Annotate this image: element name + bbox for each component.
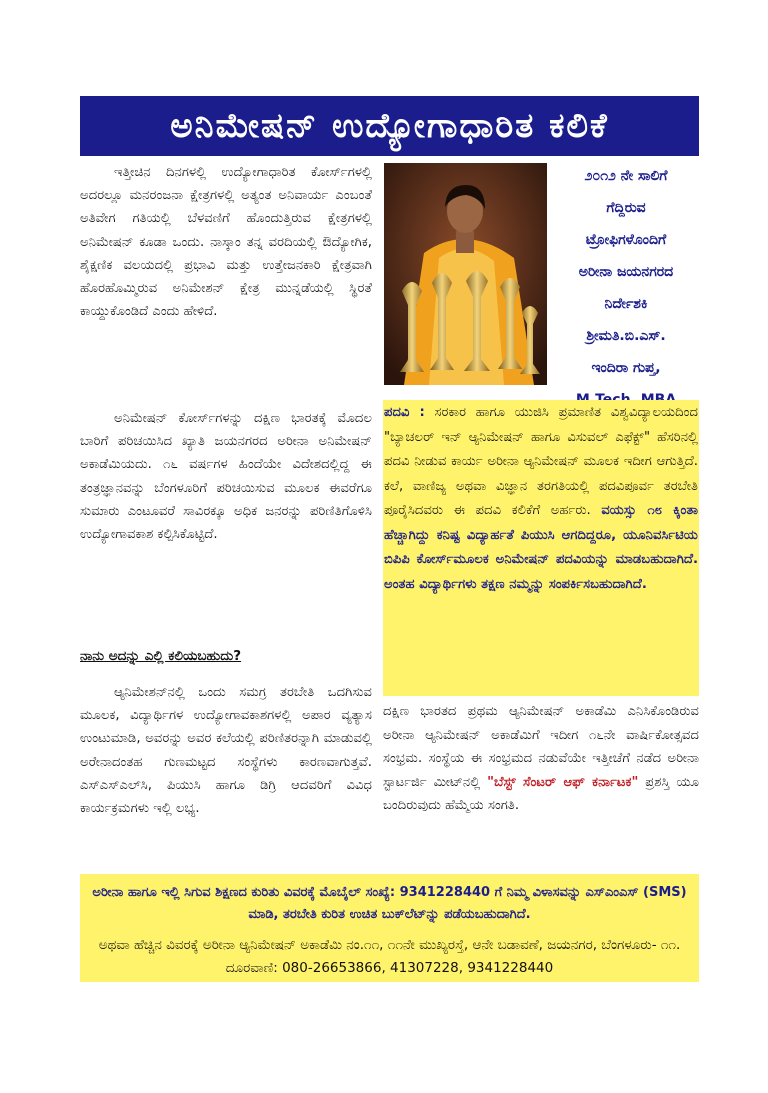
headline-banner xyxy=(80,96,699,156)
headline-title: ಅನಿಮೇಷನ್ ಉದ್ಯೋಗಾಧಾರಿತ ಕಲಿಕೆ xyxy=(170,106,609,146)
where-to-learn-heading: ನಾನು ಅದನ್ನು ಎಲ್ಲಿ ಕಲಿಯಬಹುದು? xyxy=(80,648,242,664)
caption-line: ಅರೀನಾ ಜಯನಗರದ xyxy=(578,264,674,280)
anniversary-text: ದಕ್ಷಿಣ ಭಾರತದ ಪ್ರಥಮ ಆ್ಯನಿಮೇಷನ್ ಅಕಾಡೆಮಿ ಎನಿಸಿಕೊಂಡಿರುವ ಅರೀನಾ ಆ್ಯನಿಮೇಷನ್ ಅಕಾಡೆಮಿಗೆ ಇದೀಗ ೧೬ನೇ ವಾರ್ಷಿಕೋತ್ಸವದ ಸಂಭ್ರಮ. ಸಂಸ್ಥೆಯ ಈ ಸಂಭ್ರಮದ ನಡುವೆಯೇ ಇತ್ತೀಚೆಗೆ ನಡೆದ ಅರೀನಾ ಸ್ಟಾರ್ಟರ್ಜಿ ಮೀಟ್‌ನಲ್ಲಿ xyxy=(383,704,699,790)
intro-text: ಇತ್ತೀಚಿನ ದಿನಗಳಲ್ಲಿ ಉದ್ಯೋಗಾಧಾರಿತ ಕೋರ್ಸ್‌ಗಳಲ್ಲಿ ಅದರಲ್ಲೂ ಮನರಂಜನಾ ಕ್ಷೇತ್ರಗಳಲ್ಲಿ ಅತ್ಯಂತ ಅನಿವಾರ್ಯ ಎಂಬಂತೆ ಅತಿವೇಗ ಗತಿಯಲ್ಲಿ ಬೆಳವಣಿಗೆ ಹೊಂದುತ್ತಿರುವ ಕ್ಷೇತ್ರಗಳಲ್ಲಿ ಅನಿಮೇಷನ್ ಕೂಡಾ ಒಂದು. ನಾಸ್ಕಾಂ ತನ್ನ ವರದಿಯಲ್ಲಿ ಔದ್ಯೋಗಿಕ, ಶೈಕ್ಷಣಿಕ ವಲಯದಲ್ಲಿ ಪ್ರಭಾವಿ ಮತ್ತು ಉತ್ತೇಜನಕಾರಿ ಕ್ಷೇತ್ರವಾಗಿ ಹೊರಹೊಮ್ಮಿರುವ ಅನಿಮೇಶನ್ ಕ್ಷೇತ್ರ ಮುನ್ನಡೆಯಲ್ಲಿ ಸ್ಥಿರತೆ ಕಾಯ್ದುಕೊಂಡಿದೆ ಎಂದು ಹೇಳಿದೆ. xyxy=(80,165,372,320)
director-trophies-photo xyxy=(384,163,547,385)
degree-highlight: ವಯಸ್ಸು ೧೮ ಕ್ಕಿಂತಾ ಹೆಚ್ಚಾಗಿದ್ದು ಕನಿಷ್ಟ ವಿದ್ಯಾರ್ಹತೆ ಪಿಯುಸಿ ಆಗದಿದ್ದರೂ, ಯೂನಿವರ್ಸಿಟಿಯ ಬಿಪಿಪಿ ಕೋರ್ಸ್‌ಮೂಲಕ ಅನಿಮೇಷನ್ ಪದವಿಯನ್ನು ಮಾಡಬಹುದಾಗಿದೆ. ಅಂತಹ ವಿದ್ಯಾರ್ಥಿಗಳು ತಕ್ಷಣ ನಮ್ಮನ್ನು ಸಂಪರ್ಕಿಸಬಹುದಾಗಿದೆ. xyxy=(384,503,698,592)
photo-caption xyxy=(551,160,701,386)
photo-illustration xyxy=(384,163,547,385)
caption-line: ಶ್ರೀಮತಿ.ಬಿ.ಎಸ್. xyxy=(586,328,666,344)
caption-line: ಗೆದ್ದಿರುವ xyxy=(606,200,646,216)
caption-line: ಟ್ರೋಫಿಗಳೊಂದಿಗೆ xyxy=(585,232,667,248)
degree-text: ಸರಕಾರ ಹಾಗೂ ಯುಜಿಸಿ ಪ್ರಮಾಣಿತ ವಿಶ್ವವಿದ್ಯಾಲಯದಿಂದ "ಬ್ಯಾಚಲರ್ ಇನ್ ಆ್ಯನಿಮೇಷನ್ ಹಾಗೂ ವಿಸುವಲ್ ಎಫೆಕ್ಟ್" ಹೆಸರಿನಲ್ಲಿ ಪದವಿ ನೀಡುವ ಕಾರ್ಯ ಅರೀನಾ ಆ್ಯನಿಮೇಷನ್ ಮೂಲಕ ಇದೀಗ ಆಗುತ್ತಿದೆ. ಕಲೆ, ವಾಣಿಜ್ಯ ಅಥವಾ ವಿಜ್ಞಾನ ತರಗತಿಯಲ್ಲಿ ಪದವಿಪೂರ್ವ ತರಬೇತಿ ಪೂರೈಸಿದವರು ಈ ಪದವಿ ಕಲಿಕೆಗೆ ಅರ್ಹರು. xyxy=(384,405,698,518)
caption-line: ಇಂದಿರಾ ಗುಪ್ತ, xyxy=(591,360,661,376)
anniversary-paragraph xyxy=(383,700,699,818)
anniversary-text-end: ಪ್ರಶಸ್ತಿ ಯೂ ಬಂದಿರುವುದು ಹೆಮ್ಮೆಯ ಸಂಗತಿ. xyxy=(383,774,699,813)
history-paragraph xyxy=(80,407,372,546)
learning-paragraph xyxy=(80,681,372,820)
caption-line: ನಿರ್ದೇಶಕಿ xyxy=(604,296,648,312)
address-info: ಅಥವಾ ಹೆಚ್ಚಿನ ವಿವರಕ್ಕೆ ಅರೀನಾ ಆ್ಯನಿಮೇಷನ್ ಅಕಾಡೆಮಿ ನಂ.೧೧, ೧೧ನೇ ಮುಖ್ಯರಸ್ತೆ, ಆನೇ ಬಡಾವಣೆ, ಜಯನಗರ, ಬೆಂಗಳೂರು- ೧೧. ದೂರವಾಣಿ: 080-26653866, 41307228, 9341228440 xyxy=(98,937,681,976)
degree-box xyxy=(384,401,698,597)
sms-info: ಅರೀನಾ ಹಾಗೂ ಇಲ್ಲಿ ಸಿಗುವ ಶಿಕ್ಷಣದ ಕುರಿತು ವಿವರಕ್ಕೆ ಮೊಬೈಲ್ ಸಂಖ್ಯೆ: 9341228440 ಗೆ ನಿಮ್ಮ ವಿಳಾಸವನ್ನು ಎಸ್‌ಎಂಎಸ್ (SMS) ಮಾಡಿ, ತರಬೇತಿ ಕುರಿತ ಉಚಿತ ಬುಕ್‌ಲೆಟ್‌ನ್ನು ಪಡೆಯಬಹುದಾಗಿದೆ. xyxy=(92,885,687,922)
history-text: ಅನಿಮೇಷನ್ ಕೋರ್ಸ್‌ಗಳನ್ನು ದಕ್ಷಿಣ ಭಾರತಕ್ಕೆ ಮೊದಲ ಬಾರಿಗೆ ಪರಿಚಯಿಸಿದ ಖ್ಯಾತಿ ಜಯನಗರದ ಅರೀನಾ ಅನಿಮೇಷನ್ ಅಕಾಡೆಮಿಯದು. ೧೬ ವರ್ಷಗಳ ಹಿಂದೆಯೇ ವಿದೇಶದಲ್ಲಿದ್ದ ಈ ತಂತ್ರಜ್ಞಾನವನ್ನು ಬೆಂಗಳೂರಿಗೆ ಪರಿಚಯಿಸುವ ಮೂಲಕ ಈವರೆಗೂ ಸುಮಾರು ಎಂಟೂವರೆ ಸಾವಿರಕ್ಕೂ ಅಧಿಕ ಜನರನ್ನು ಪರಿಣಿತಿಗೊಳಿಸಿ ಉದ್ಯೋಗಾವಕಾಶ ಕಲ್ಪಿಸಿಕೊಟ್ಟಿದೆ. xyxy=(80,411,372,543)
intro-paragraph xyxy=(80,161,372,323)
learning-text: ಆ್ಯನಿಮೇಶನ್‌ನಲ್ಲಿ ಒಂದು ಸಮಗ್ರ ತರಬೇತಿ ಒದಗಿಸುವ ಮೂಲಕ, ವಿದ್ಯಾರ್ಥಿಗಳ ಉದ್ಯೋಗಾವಕಾಶಗಳಲ್ಲಿ ಅಪಾರ ವ್ಯತ್ಯಾಸ ಉಂಟುಮಾಡಿ, ಅವರನ್ನು ಅವರ ಕಲೆಯಲ್ಲಿ ಪರಿಣಿತರನ್ನಾಗಿ ಮಾಡುವಲ್ಲಿ ಅರೇನಾದಂತಹ ಗುಣಮಟ್ಟದ ಸಂಸ್ಥೆಗಳು ಕಾರಣವಾಗುತ್ತವೆ. ಎಸ್‌ಎಸ್‌ಎಲ್‌ಸಿ, ಪಿಯುಸಿ ಹಾಗೂ ಡಿಗ್ರಿ ಆದವರಿಗೆ ವಿವಿಧ ಕಾರ್ಯಕ್ರಮಗಳು ಇಲ್ಲಿ ಲಭ್ಯ. xyxy=(80,685,372,817)
caption-line: ೨೦೧೨ ನೇ ಸಾಲಿಗೆ xyxy=(584,168,668,184)
award-name: "ಬೆಸ್ಟ್ ಸೆಂಟರ್ ಆಫ್ ಕರ್ನಾಟಕ" xyxy=(487,774,639,790)
contact-footer xyxy=(80,874,699,982)
degree-label: ಪದವಿ : xyxy=(384,405,425,420)
